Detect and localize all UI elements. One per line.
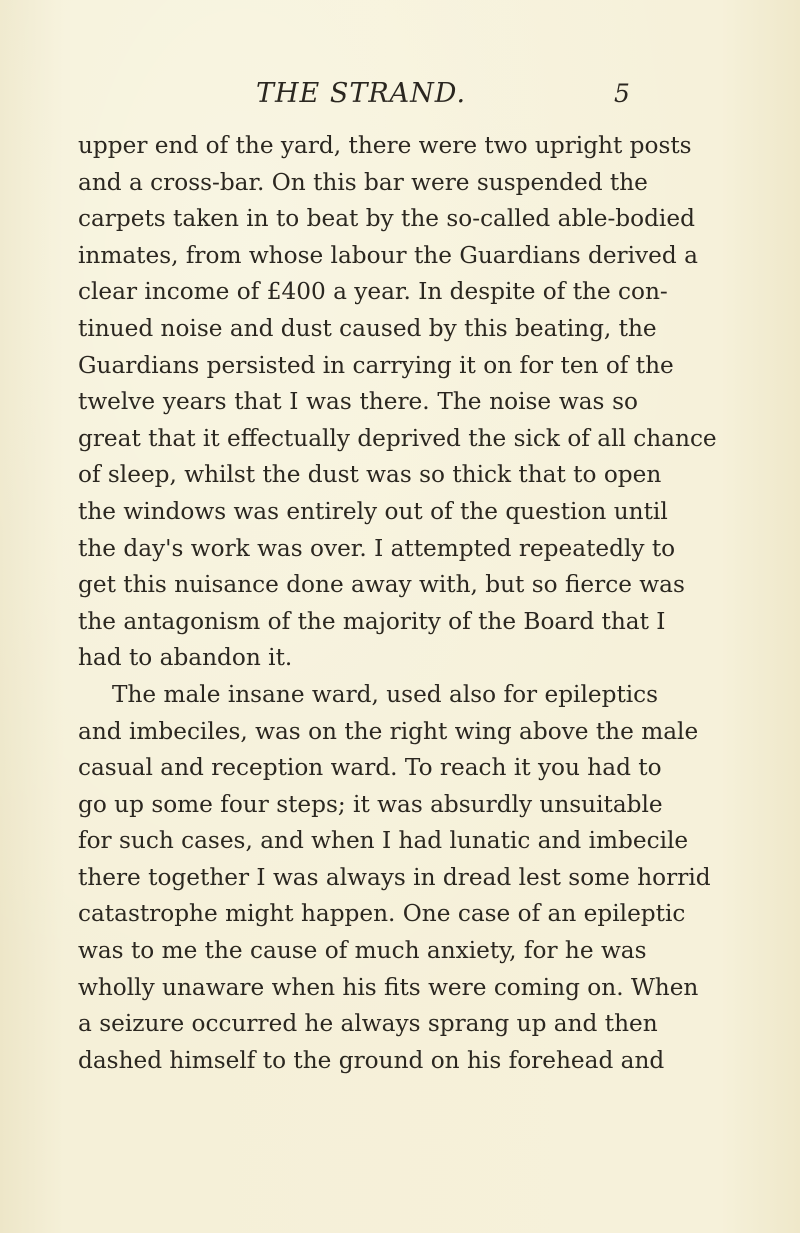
body-text xyxy=(78,128,717,1079)
text-line: the windows was entirely out of the question until xyxy=(78,497,668,525)
text-line: and a cross-bar. On this bar were suspended the xyxy=(78,168,648,196)
text-line: for such cases, and when I had lunatic and imbecile xyxy=(78,827,689,855)
text-line: the antagonism of the majority of the Board that I xyxy=(78,607,666,635)
text-line: Guardians persisted in carrying it on for ten of the xyxy=(78,351,674,379)
text-line: get this nuisance done away with, but so fierce was xyxy=(78,571,685,599)
text-line: twelve years that I was there. The noise was so xyxy=(78,388,638,416)
text-line: catastrophe might happen. One case of an epileptic xyxy=(78,900,686,928)
running-title: THE STRAND. xyxy=(256,78,467,109)
text-line: clear income of £400 a year. In despite of the con- xyxy=(78,278,668,306)
text-line: upper end of the yard, there were two upright posts xyxy=(78,132,692,159)
text-line: great that it effectually deprived the sick of all chance xyxy=(78,424,717,452)
text-line: dashed himself to the ground on his forehead and xyxy=(78,1046,665,1074)
paragraph-end-line: had to abandon it. xyxy=(78,644,293,672)
page-number: 5 xyxy=(614,79,630,108)
text-line: carpets taken in to beat by the so-called able-bodied xyxy=(78,205,695,233)
text-line: and imbeciles, was on the right wing above the male xyxy=(78,717,699,745)
text-line: a seizure occurred he always sprang up and then xyxy=(78,1010,658,1038)
text-line: go up some four steps; it was absurdly unsuitable xyxy=(78,790,663,818)
paragraph-start-line: The male insane ward, used also for epileptics xyxy=(112,680,659,708)
text-line: there together I was always in dread lest some horrid xyxy=(78,863,711,891)
text-line: of sleep, whilst the dust was so thick that to open xyxy=(78,461,662,489)
text-line: casual and reception ward. To reach it you had to xyxy=(78,754,662,782)
text-line: tinued noise and dust caused by this beating, the xyxy=(78,314,657,342)
text-line: inmates, from whose labour the Guardians derived a xyxy=(78,241,698,269)
text-line: wholly unaware when his fits were coming on. When xyxy=(78,973,699,1001)
text-line: the day's work was over. I attempted repeatedly to xyxy=(78,534,676,562)
text-line: was to me the cause of much anxiety, for he was xyxy=(78,937,647,965)
